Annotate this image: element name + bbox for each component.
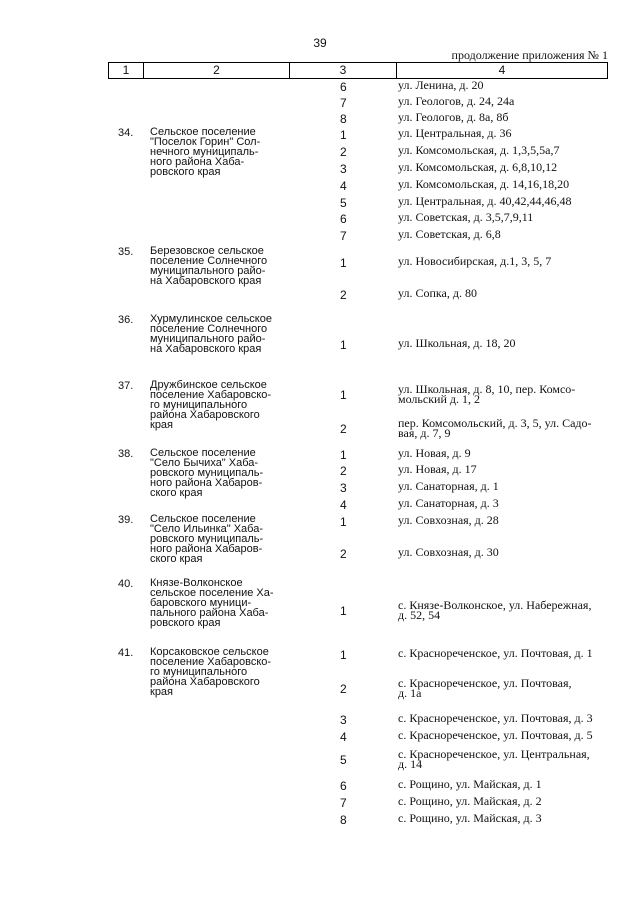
subitem-number: 4 bbox=[340, 179, 347, 193]
row-number: 39. bbox=[118, 514, 134, 526]
address-text bbox=[398, 448, 613, 458]
subitem-number: 1 bbox=[340, 256, 347, 270]
address-text bbox=[398, 96, 613, 106]
address-line: мольский д. 1, 2 bbox=[398, 392, 481, 406]
continuation-note: продолжение приложения № 1 bbox=[451, 48, 608, 62]
settlement-name-line: го муниципального bbox=[150, 399, 248, 411]
settlement-name-line: ровского муниципаль- bbox=[150, 533, 264, 545]
row-number: 40. bbox=[118, 578, 134, 590]
address-text bbox=[398, 547, 613, 557]
address-line: ул. Санаторная, д. 1 bbox=[398, 479, 499, 493]
settlement-name-line: края bbox=[150, 686, 174, 698]
subitem-number: 1 bbox=[340, 648, 347, 662]
subitem-number: 6 bbox=[340, 80, 347, 94]
settlement-name-line: ского края bbox=[150, 553, 203, 565]
address-line: ул. Новая, д. 17 bbox=[398, 462, 477, 476]
header-col-4: 4 bbox=[396, 63, 608, 78]
settlement-name bbox=[150, 380, 290, 430]
address-text bbox=[398, 600, 613, 620]
settlement-name-line: "Село Ильинка" Хаба- bbox=[150, 523, 264, 535]
settlement-name-line: Сельское поселение bbox=[150, 513, 256, 525]
address-line: с. Краснореченское, ул. Почтовая, д. 3 bbox=[398, 711, 593, 725]
address-line: с. Краснореченское, ул. Почтовая, д. 5 bbox=[398, 728, 593, 742]
subitem-number: 3 bbox=[340, 162, 347, 176]
settlement-name bbox=[150, 127, 290, 177]
address-line: ул. Центральная, д. 40,42,44,46,48 bbox=[398, 194, 572, 208]
subitem-number: 4 bbox=[340, 730, 347, 744]
settlement-name-line: ного района Хаба- bbox=[150, 156, 245, 168]
settlement-name-line: "Село Бычиха" Хаба- bbox=[150, 457, 259, 469]
settlement-name-line: поселение Солнечного bbox=[150, 323, 268, 335]
address-text bbox=[398, 648, 613, 658]
subitem-number: 4 bbox=[340, 498, 347, 512]
address-text bbox=[398, 145, 613, 155]
settlement-name-line: поселение Солнечного bbox=[150, 255, 268, 267]
address-text bbox=[398, 288, 613, 298]
subitem-number: 7 bbox=[340, 229, 347, 243]
settlement-name-line: нечного муниципаль- bbox=[150, 146, 259, 158]
settlement-name-line: Дружбинское сельское bbox=[150, 379, 267, 391]
settlement-name bbox=[150, 314, 290, 354]
row-number: 36. bbox=[118, 314, 134, 326]
address-text bbox=[398, 112, 613, 122]
address-line: ул. Новая, д. 9 bbox=[398, 446, 471, 460]
subitem-number: 5 bbox=[340, 196, 347, 210]
settlement-name-line: ного района Хабаров- bbox=[150, 543, 263, 555]
address-line: ул. Новосибирская, д.1, 3, 5, 7 bbox=[398, 254, 552, 268]
address-text bbox=[398, 749, 613, 769]
address-line: ул. Ленина, д. 20 bbox=[398, 78, 484, 92]
header-col-2: 2 bbox=[143, 63, 289, 78]
subitem-number: 6 bbox=[340, 212, 347, 226]
settlement-name-line: Березовское сельское bbox=[150, 245, 264, 257]
subitem-number: 1 bbox=[340, 388, 347, 402]
settlement-name-line: ровского края bbox=[150, 617, 221, 629]
subitem-number: 3 bbox=[340, 713, 347, 727]
subitem-number: 1 bbox=[340, 448, 347, 462]
address-line: пер. Комсомольский, д. 3, 5, ул. Садо- bbox=[398, 416, 592, 430]
settlement-name bbox=[150, 448, 290, 498]
address-text bbox=[398, 779, 613, 789]
subitem-number: 8 bbox=[340, 813, 347, 827]
subitem-number: 1 bbox=[340, 515, 347, 529]
address-line: ул. Санаторная, д. 3 bbox=[398, 496, 499, 510]
address-line: с. Краснореченское, ул. Почтовая, bbox=[398, 676, 572, 690]
settlement-name-line: ского края bbox=[150, 487, 203, 499]
address-line: д. 14 bbox=[398, 757, 423, 771]
settlement-name-line: муниципального райо- bbox=[150, 265, 266, 277]
row-number: 37. bbox=[118, 380, 134, 392]
settlement-name bbox=[150, 578, 290, 628]
address-text bbox=[398, 162, 613, 172]
address-line: с. Краснореченское, ул. Почтовая, д. 1 bbox=[398, 646, 593, 660]
address-text bbox=[398, 384, 613, 404]
address-line: ул. Советская, д. 3,5,7,9,11 bbox=[398, 210, 534, 224]
settlement-name-line: Сельское поселение bbox=[150, 447, 256, 459]
subitem-number: 2 bbox=[340, 547, 347, 561]
address-line: ул. Комсомольская, д. 6,8,10,12 bbox=[398, 160, 558, 174]
settlement-name-line: района Хабаровского bbox=[150, 676, 260, 688]
address-line: ул. Комсомольская, д. 1,3,5,5а,7 bbox=[398, 143, 560, 157]
row-number: 38. bbox=[118, 448, 134, 460]
address-text bbox=[398, 678, 613, 698]
address-text bbox=[398, 418, 613, 438]
address-text bbox=[398, 338, 613, 348]
address-text bbox=[398, 196, 613, 206]
row-number: 35. bbox=[118, 246, 134, 258]
address-text bbox=[398, 229, 613, 239]
address-text bbox=[398, 179, 613, 189]
address-text bbox=[398, 796, 613, 806]
address-text bbox=[398, 813, 613, 823]
address-text bbox=[398, 256, 613, 266]
subitem-number: 2 bbox=[340, 145, 347, 159]
address-line: ул. Сопка, д. 80 bbox=[398, 286, 477, 300]
address-line: с. Рощино, ул. Майская, д. 3 bbox=[398, 811, 542, 825]
settlement-name-line: края bbox=[150, 419, 174, 431]
address-line: с. Князе-Волконское, ул. Набережная, bbox=[398, 598, 592, 612]
settlement-name-line: ровского края bbox=[150, 166, 221, 178]
row-number: 34. bbox=[118, 127, 134, 139]
address-text bbox=[398, 80, 613, 90]
settlement-name-line: Князе-Волконское bbox=[150, 577, 243, 589]
address-text bbox=[398, 713, 613, 723]
settlement-name bbox=[150, 514, 290, 564]
subitem-number: 2 bbox=[340, 422, 347, 436]
row-number: 41. bbox=[118, 647, 134, 659]
page-number: 39 bbox=[313, 36, 327, 50]
settlement-name bbox=[150, 246, 290, 286]
address-text bbox=[398, 498, 613, 508]
address-text bbox=[398, 730, 613, 740]
subitem-number: 1 bbox=[340, 604, 347, 618]
address-line: с. Краснореченское, ул. Центральная, bbox=[398, 747, 590, 761]
address-line: д. 1а bbox=[398, 686, 422, 700]
header-col-3: 3 bbox=[289, 63, 396, 78]
settlement-name-line: района Хабаровского bbox=[150, 409, 260, 421]
address-line: ул. Совхозная, д. 30 bbox=[398, 545, 499, 559]
subitem-number: 3 bbox=[340, 481, 347, 495]
address-line: ул. Школьная, д. 8, 10, пер. Комсо- bbox=[398, 382, 576, 396]
settlement-name-line: го муниципального bbox=[150, 666, 248, 678]
settlement-name-line: "Поселок Горин" Сол- bbox=[150, 136, 261, 148]
settlement-name-line: Сельское поселение bbox=[150, 126, 256, 138]
address-text bbox=[398, 464, 613, 474]
header-col-1: 1 bbox=[108, 63, 143, 78]
address-text bbox=[398, 481, 613, 491]
address-line: д. 52, 54 bbox=[398, 608, 441, 622]
address-line: вая, д. 7, 9 bbox=[398, 426, 451, 440]
address-text bbox=[398, 212, 613, 222]
settlement-name-line: пального района Хаба- bbox=[150, 607, 269, 619]
settlement-name-line: Хурмулинское сельское bbox=[150, 313, 272, 325]
settlement-name-line: ного района Хабаров- bbox=[150, 477, 263, 489]
settlement-name-line: сельское поселение Ха- bbox=[150, 587, 274, 599]
address-line: ул. Геологов, д. 8а, 8б bbox=[398, 110, 509, 124]
address-line: с. Рощино, ул. Майская, д. 1 bbox=[398, 777, 542, 791]
settlement-name-line: баровского муници- bbox=[150, 597, 252, 609]
settlement-name-line: ровского муниципаль- bbox=[150, 467, 264, 479]
settlement-name-line: муниципального райо- bbox=[150, 333, 266, 345]
subitem-number: 7 bbox=[340, 96, 347, 110]
subitem-number: 1 bbox=[340, 338, 347, 352]
address-text bbox=[398, 128, 613, 138]
address-line: ул. Советская, д. 6,8 bbox=[398, 227, 501, 241]
address-text bbox=[398, 515, 613, 525]
subitem-number: 2 bbox=[340, 464, 347, 478]
settlement-name-line: на Хабаровского края bbox=[150, 275, 262, 287]
settlement-name-line: поселение Хабаровско- bbox=[150, 389, 272, 401]
subitem-number: 2 bbox=[340, 288, 347, 302]
settlement-name-line: Корсаковское сельское bbox=[150, 646, 269, 658]
address-line: ул. Школьная, д. 18, 20 bbox=[398, 336, 516, 350]
settlement-name-line: поселение Хабаровско- bbox=[150, 656, 272, 668]
subitem-number: 6 bbox=[340, 779, 347, 793]
subitem-number: 1 bbox=[340, 128, 347, 142]
address-line: с. Рощино, ул. Майская, д. 2 bbox=[398, 794, 542, 808]
address-line: ул. Геологов, д. 24, 24а bbox=[398, 94, 515, 108]
subitem-number: 7 bbox=[340, 796, 347, 810]
subitem-number: 2 bbox=[340, 682, 347, 696]
subitem-number: 5 bbox=[340, 753, 347, 767]
address-line: ул. Комсомольская, д. 14,16,18,20 bbox=[398, 177, 570, 191]
table-header bbox=[108, 62, 608, 79]
address-line: ул. Центральная, д. 36 bbox=[398, 126, 512, 140]
settlement-name-line: на Хабаровского края bbox=[150, 343, 262, 355]
settlement-name bbox=[150, 647, 290, 697]
subitem-number: 8 bbox=[340, 112, 347, 126]
address-line: ул. Совхозная, д. 28 bbox=[398, 513, 499, 527]
